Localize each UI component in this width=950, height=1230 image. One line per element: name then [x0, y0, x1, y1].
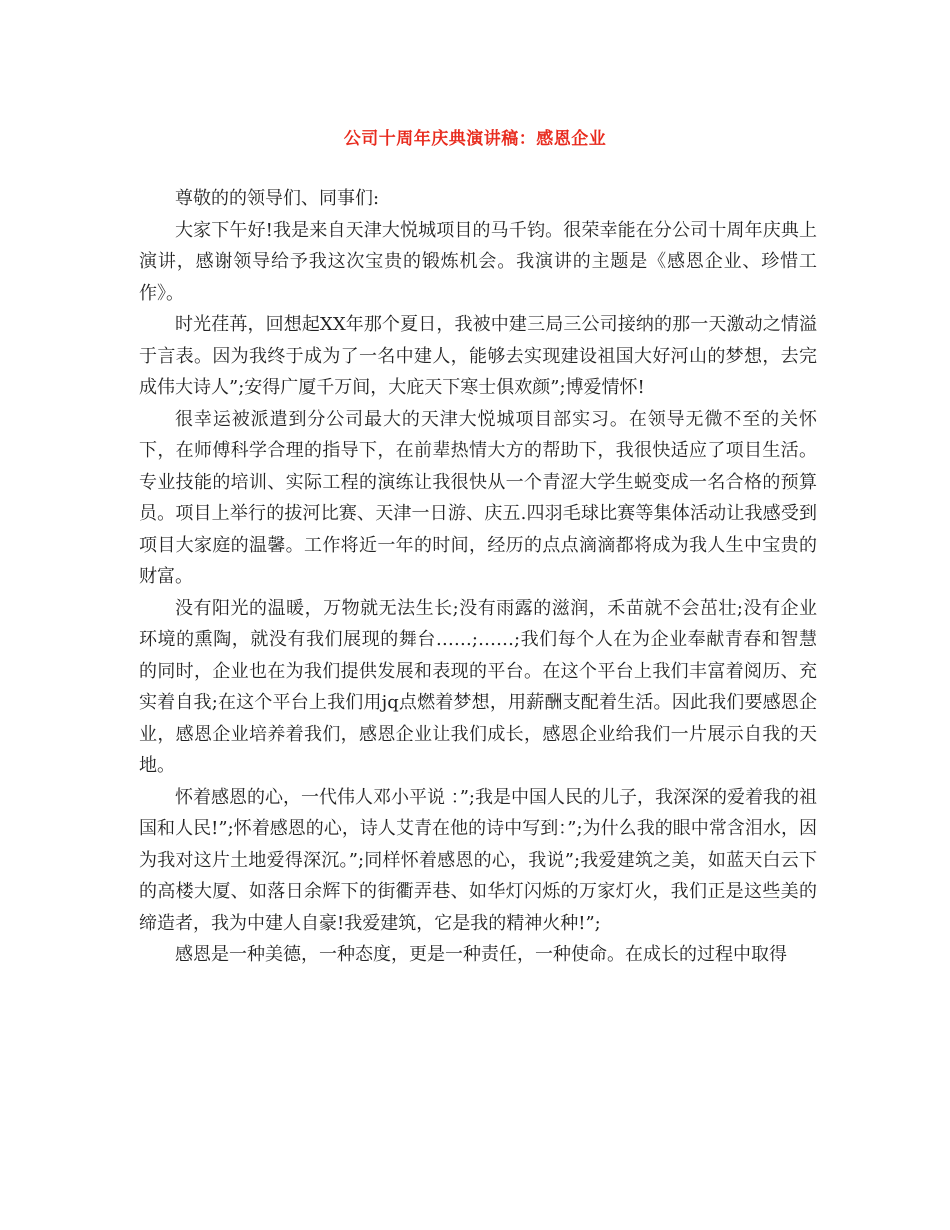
document-title: 公司十周年庆典演讲稿：感恩企业: [343, 129, 607, 149]
salutation: 尊敬的的领导们、同事们:: [175, 188, 380, 209]
paragraph-1: 大家下午好!我是来自天津大悦城项目的马千钧。很荣幸能在分公司十周年庆典上演讲，感谢领导给予我这次宝贵的锻炼机会。我演讲的主题是《感恩企业、珍惜工作》。: [139, 219, 817, 304]
document-body: [139, 183, 817, 971]
paragraph-5: 怀着感恩的心，一代伟人邓小平说 ：”;我是中国人民的儿子，我深深的爱着我的祖国和人民!”;怀着感恩的心，诗人艾青在他的诗中写到：”;为什么我的眼中常含泪水，因为我对这片土地爱得深沉。”;同样怀着感恩的心，我说”;我爱建筑之美，如蓝天白云下的高楼大厦、如落日余辉下的街衢弄巷、如华灯闪烁的万家灯火，我们正是这些美的缔造者，我为中建人自豪!我爱建筑，它是我的精神火种!”;: [139, 786, 817, 934]
paragraph-6: 感恩是一种美德，一种态度，更是一种责任，一种使命。在成长的过程中取得: [175, 944, 787, 965]
paragraph-2: 时光荏苒，回想起XX年那个夏日，我被中建三局三公司接纳的那一天激动之情溢于言表。因为我终于成为了一名中建人，能够去实现建设祖国大好河山的梦想，去完成伟大诗人”;安得广厦千万间，大庇天下寒士俱欢颜”;博爱情怀!: [139, 314, 817, 398]
paragraph-3: 很幸运被派遣到分公司最大的天津大悦城项目部实习。在领导无微不至的关怀下，在师傅科学合理的指导下，在前辈热情大方的帮助下，我很快适应了项目生活。专业技能的培训、实际工程的演练让我很快从一个青涩大学生蜕变成一名合格的预算员。项目上举行的拔河比赛、天津一日游、庆五.四羽毛球比赛等集体活动让我感受到项目大家庭的温馨。工作将近一年的时间，经历的点点滴滴都将成为我人生中宝贵的财富。: [139, 408, 817, 587]
paragraph-4: 没有阳光的温暖，万物就无法生长;没有雨露的滋润，禾苗就不会茁壮;没有企业环境的熏陶，就没有我们展现的舞台……;……;我们每个人在为企业奉献青春和智慧的同时，企业也在为我们提供发展和表现的平台。在这个平台上我们丰富着阅历、充实着自我;在这个平台上我们用jq点燃着梦想，用薪酬支配着生活。因此我们要感恩企业，感恩企业培养着我们，感恩企业让我们成长，感恩企业给我们一片展示自我的天地。: [139, 597, 817, 776]
